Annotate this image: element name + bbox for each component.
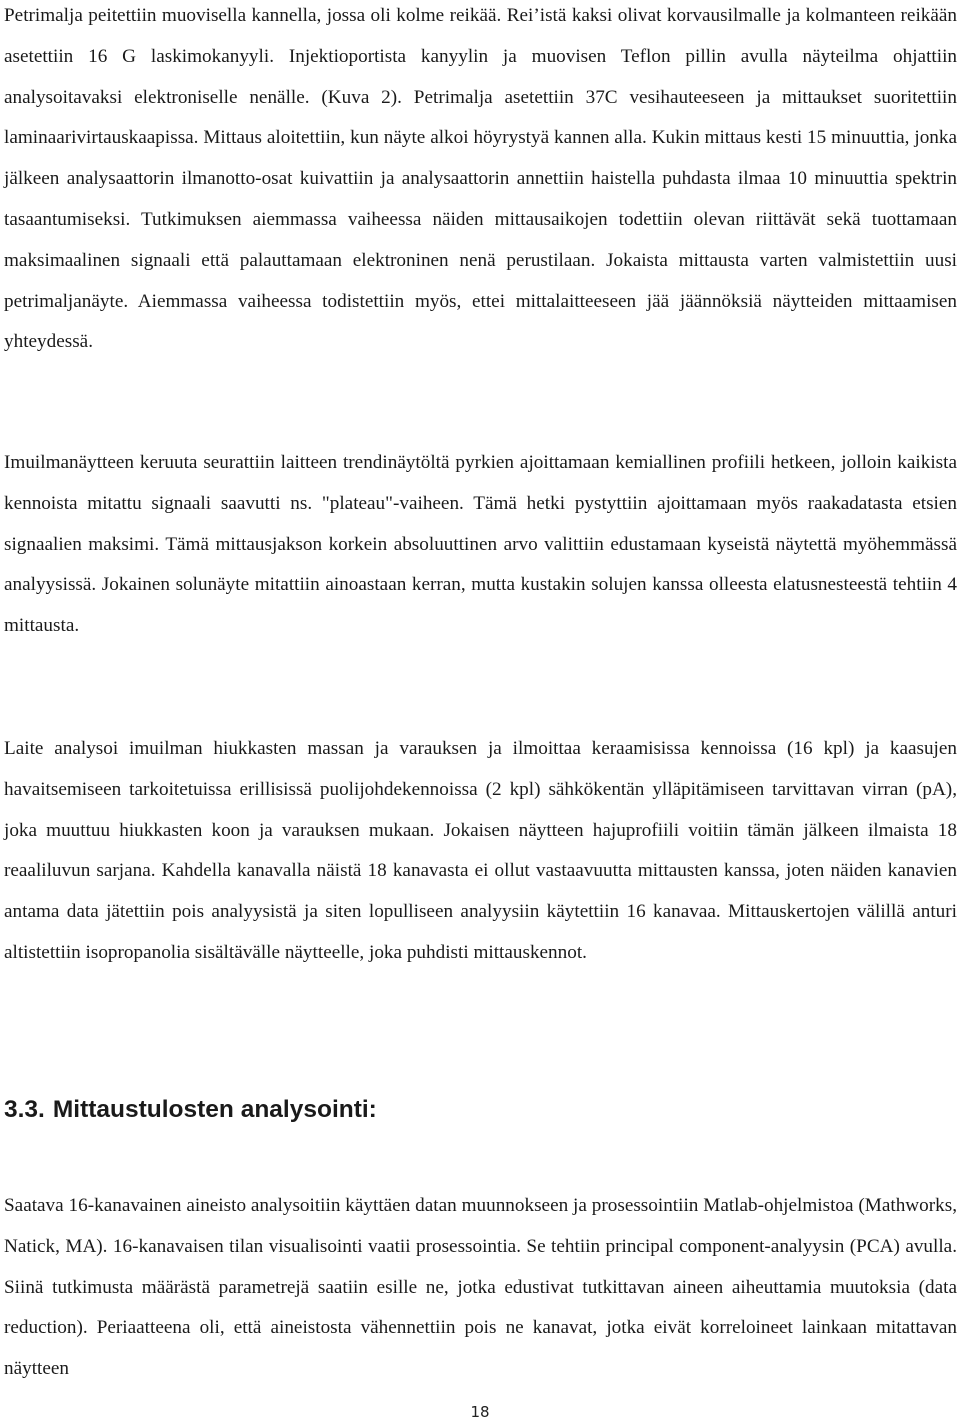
body-paragraph-measurement-procedure: Petrimalja peitettiin muovisella kannella, jossa oli kolme reikää. Rei’istä kaksi olivat korvausilmalle ja kolmanteen reikään asetettiin 16 G laskimokanyyli. Injektioportista kanyylin ja muovisen Teflon pillin avulla näyteilma ohjattiin analysoitavaksi elektroniselle nenälle. (Kuva 2). Petrimalja asetettiin 37C vesihauteeseen ja mittaukset suoritettiin laminaarivirtauskaapissa. Mittaus aloitettiin, kun näyte alkoi höyrystyä kannen alla. Kukin mittaus kesti 15 minuuttia, jonka jälkeen analysaattorin ilmanotto-osat kuivattiin ja analysaattorin annettiin haistella puhdasta ilmaa 10 minuuttia spektrin tasaantumiseksi. Tutkimuksen aiemmassa vaiheessa näiden mittausaikojen todettiin olevan riittävät sekä tuottamaan maksimaalinen signaali että palauttamaan elektroninen nenä perustilaan. Jokaista mittausta varten valmistettiin uusi petrimaljanäyte. Aiemmassa vaiheessa todistettiin myös, ettei mittalaitteeseen jää jäännöksiä näytteiden mittaamisen yhteydessä. xyxy=(4,5,957,353)
body-paragraph-data-analysis: Saatava 16-kanavainen aineisto analysoitiin käyttäen datan muunnokseen ja prosessointiin Matlab-ohjelmistoa (Mathworks, Natick, MA). 16-kanavaisen tilan visualisointi vaatii prosessointia. Se tehtiin principal component-analyysin (PCA) avulla. Siinä tutkimusta määrästä parametrejä saatiin esille ne, jotka edustivat tutkittavan aineen aiheuttamia muutoksia (data reduction). Periaatteena oli, että aineistosta vähennettiin pois ne kanavat, jotka eivät korreloineet lainkaan mitattavan näytteen xyxy=(4,1195,957,1380)
page-number: 18 xyxy=(470,1403,490,1421)
section-title: Mittaustulosten analysointi: xyxy=(52,1096,377,1123)
body-paragraph-device-analysis: Laite analysoi imuilman hiukkasten massan ja varauksen ja ilmoittaa keraamisissa kennoissa (16 kpl) ja kaasujen havaitsemiseen tarkoitetuissa erillisissä puolijohdekennoissa (2 kpl) sähkökentän ylläpitämiseen tarvittavan virran (pA), joka muuttuu hiukkasten koon ja varauksen mukaan. Jokaisen näytteen hajuprofiili voitiin tämän jälkeen ilmaista 18 reaaliluvun sarjana. Kahdella kanavalla näistä 18 kanavasta ei ollut vastaavuutta mittausten kanssa, joten näiden kanavien antama data jätettiin pois analyysistä ja siten lopulliseen analyysiin käytettiin 16 kanavaa. Mittauskertojen välillä anturi altistettiin isopropanolia sisältävälle näytteelle, joka puhdisti mittauskennot. xyxy=(4,738,957,963)
section-heading xyxy=(4,1090,377,1130)
body-paragraph-sample-collection: Imuilmanäytteen keruuta seurattiin laitteen trendinäytöltä pyrkien ajoittamaan kemiallinen profiili hetkeen, jolloin kaikista kennoista mitattu signaali saavutti ns. "plateau"-vaiheen. Tämä hetki pystyttiin ajoittamaan myös raakadatasta etsien signaalien maksimi. Tämä mittausjakson korkein absoluuttinen arvo valittiin edustamaan kyseistä näytettä myöhemmässä analyysissä. Jokainen solunäyte mitattiin ainoastaan kerran, mutta kustakin solujen kanssa olleesta elatusnesteestä tehtiin 4 mittausta. xyxy=(4,452,957,637)
section-number: 3.3. xyxy=(4,1096,45,1123)
